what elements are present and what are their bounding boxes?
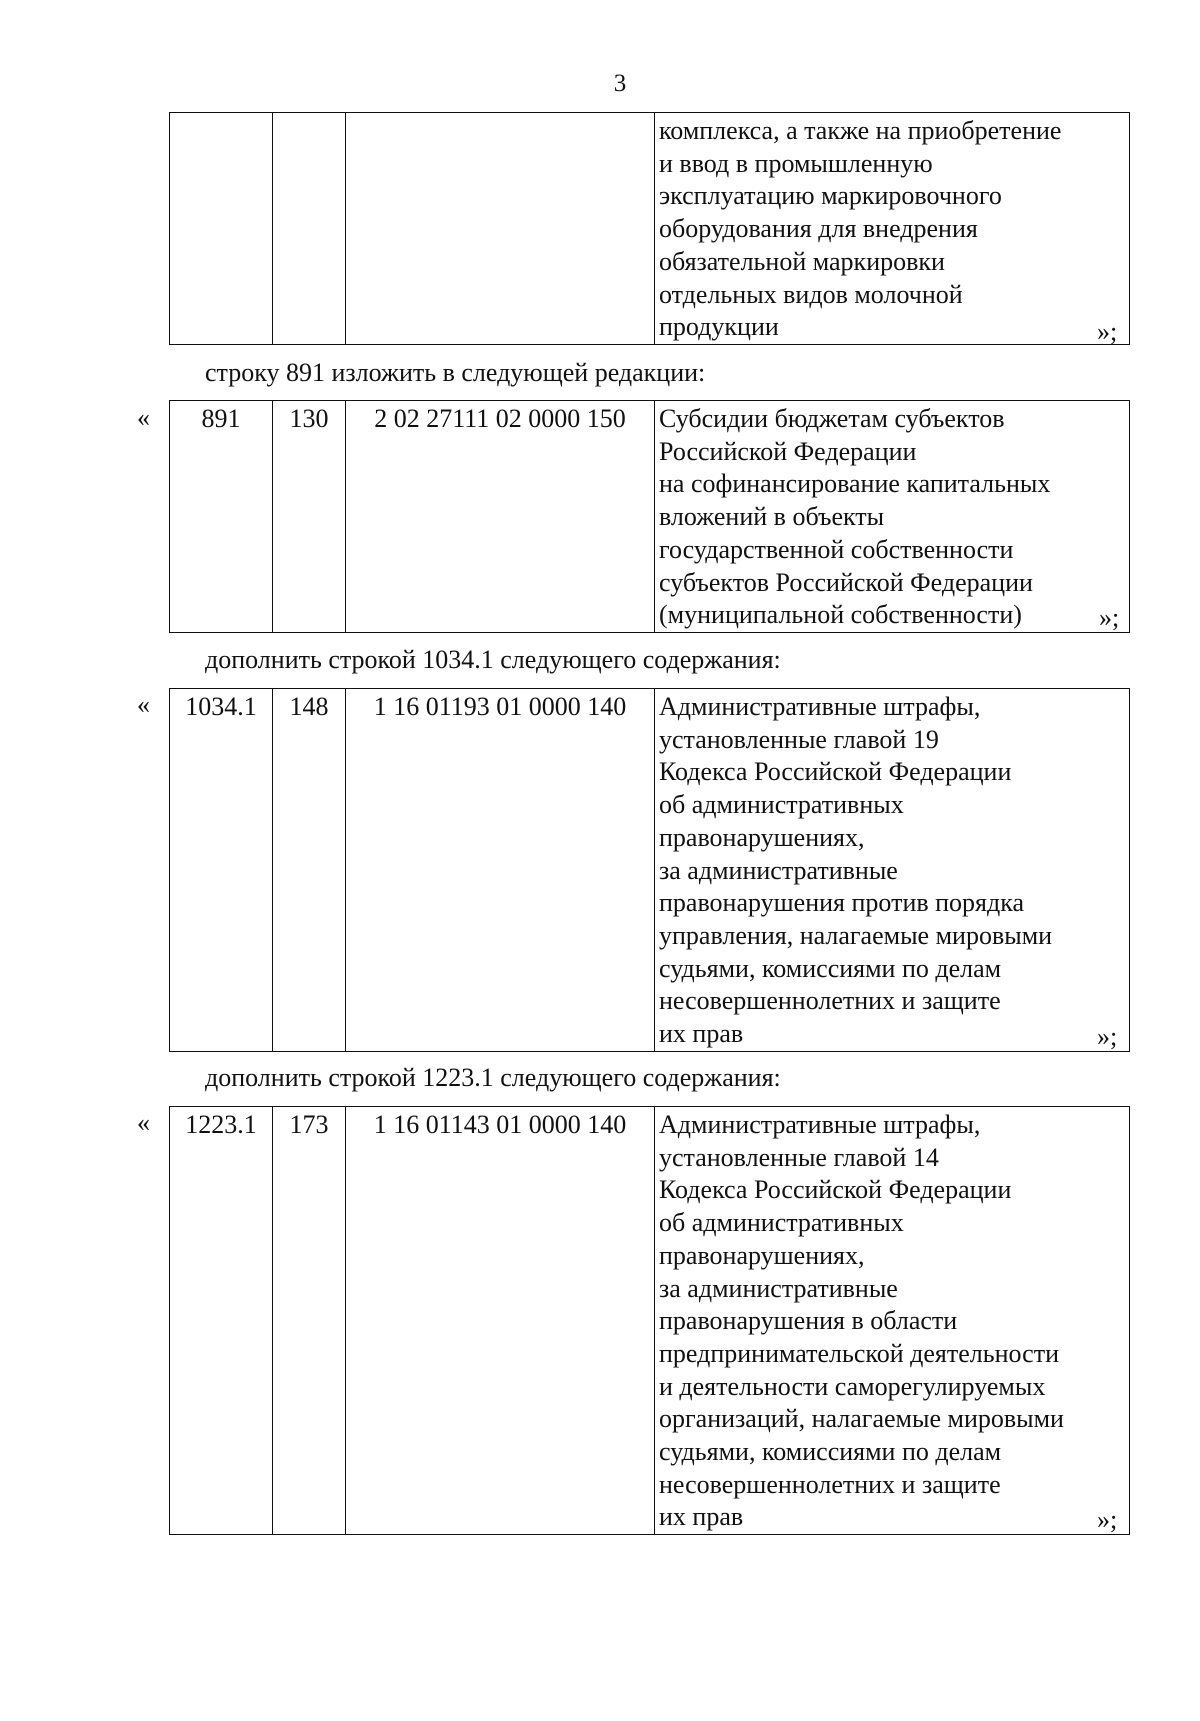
budget-code-cell: 2 02 27111 02 0000 150 xyxy=(346,401,655,633)
description-line: предпринимательской деятельности xyxy=(659,1338,1059,1368)
description-line: правонарушениях, xyxy=(659,1240,865,1270)
table-row xyxy=(170,401,1130,633)
continuation-table xyxy=(169,112,1130,345)
closing-quote: »; xyxy=(1099,603,1120,632)
opening-quote: « xyxy=(137,403,150,432)
amendment-table xyxy=(169,1106,1130,1535)
description-line: правонарушения в области xyxy=(659,1306,958,1336)
row-number-cell: 1034.1 xyxy=(170,689,273,1052)
description-line: установленные главой 14 xyxy=(659,1142,939,1172)
description-line: оборудования для внедрения xyxy=(659,214,978,244)
table-row xyxy=(170,1107,1130,1535)
description-line: продукции xyxy=(659,312,779,342)
closing-quote: »; xyxy=(1097,1505,1118,1534)
description-line: и ввод в промышленную xyxy=(659,148,933,178)
description-line: за административные xyxy=(659,855,898,885)
description-line: вложений в объекты xyxy=(659,502,885,532)
description-line: субъектов Российской Федерации xyxy=(659,567,1033,597)
amendment-table xyxy=(169,688,1130,1052)
page-number: 3 xyxy=(613,70,627,97)
description-line: несовершеннолетних и защите xyxy=(659,986,1001,1016)
amendment-instruction: дополнить строкой 1034.1 следующего содержания: xyxy=(205,645,781,674)
description-line: эксплуатацию маркировочного xyxy=(659,181,1002,211)
description-line: их прав xyxy=(659,1502,744,1532)
description-line: на софинансирование капитальных xyxy=(659,469,1051,499)
row-number-cell: 891 xyxy=(170,401,273,633)
description-line: за административные xyxy=(659,1273,898,1303)
budget-code-cell: 1 16 01193 01 0000 140 xyxy=(346,689,655,1052)
admin-code-cell xyxy=(273,113,346,345)
table-row xyxy=(170,689,1130,1052)
description-line: установленные главой 19 xyxy=(659,724,939,754)
description-line: об административных xyxy=(659,1208,904,1238)
description-line: об административных xyxy=(659,790,904,820)
table-row xyxy=(170,113,1130,345)
description-cell xyxy=(655,401,1130,633)
description-cell xyxy=(655,689,1130,1052)
description-line: правонарушениях, xyxy=(659,822,865,852)
description-line: Кодекса Российской Федерации xyxy=(659,1175,1012,1205)
description-line: Административные штрафы, xyxy=(659,692,981,721)
description-line: судьями, комиссиями по делам xyxy=(659,953,1002,983)
description-line: отдельных видов молочной xyxy=(659,279,963,309)
description-line: государственной собственности xyxy=(659,534,1014,564)
description-line: обязательной маркировки xyxy=(659,246,945,276)
description-line: несовершеннолетних и защите xyxy=(659,1469,1001,1499)
admin-code-cell: 148 xyxy=(273,689,346,1052)
description-line: (муниципальной собственности) xyxy=(659,600,1022,630)
description-line: и деятельности саморегулируемых xyxy=(659,1371,1046,1401)
description-line: комплекса, а также на приобретение xyxy=(659,116,1062,145)
description-line: организаций, налагаемые мировыми xyxy=(659,1404,1064,1434)
description-line: Кодекса Российской Федерации xyxy=(659,757,1012,787)
row-number-cell: 1223.1 xyxy=(170,1107,273,1535)
description-cell xyxy=(655,113,1130,345)
description-line: Российской Федерации xyxy=(659,436,917,466)
closing-quote: »; xyxy=(1097,1022,1118,1051)
amendment-instruction: дополнить строкой 1223.1 следующего содержания: xyxy=(205,1063,781,1092)
description-cell xyxy=(655,1107,1130,1535)
opening-quote: « xyxy=(137,690,150,719)
row-number-cell xyxy=(170,113,273,345)
amendment-table xyxy=(169,400,1130,633)
budget-code-cell: 1 16 01143 01 0000 140 xyxy=(346,1107,655,1535)
description-line: Административные штрафы, xyxy=(659,1110,981,1139)
amendment-instruction: строку 891 изложить в следующей редакции: xyxy=(205,358,706,387)
description-line: их прав xyxy=(659,1019,744,1049)
description-line: управления, налагаемые мировыми xyxy=(659,920,1053,950)
description-line: правонарушения против порядка xyxy=(659,888,1025,918)
admin-code-cell: 173 xyxy=(273,1107,346,1535)
budget-code-cell xyxy=(346,113,655,345)
description-line: судьями, комиссиями по делам xyxy=(659,1437,1002,1467)
admin-code-cell: 130 xyxy=(273,401,346,633)
closing-quote: »; xyxy=(1097,317,1118,346)
opening-quote: « xyxy=(137,1108,150,1137)
description-line: Субсидии бюджетам субъектов xyxy=(659,404,1005,433)
